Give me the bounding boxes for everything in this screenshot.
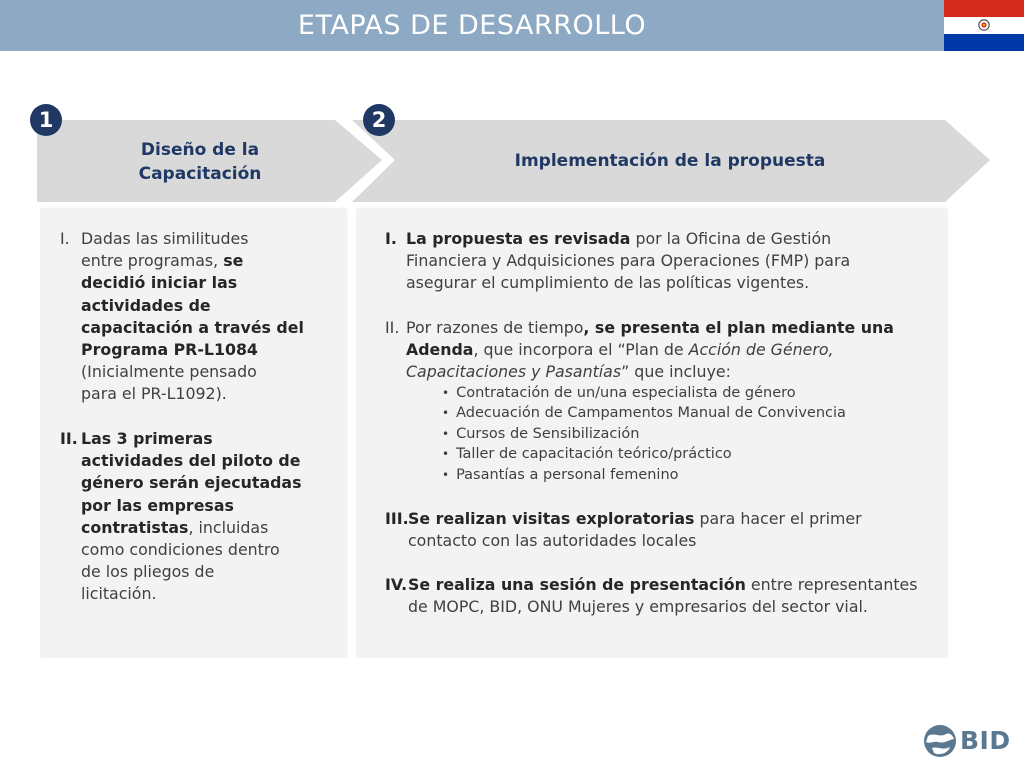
step-2-label: Implementación de la propuesta (514, 151, 826, 171)
step-1-label: Diseño de la Capacitación (138, 140, 262, 184)
paraguay-flag-icon (944, 0, 1024, 51)
list-item: • Contratación de un/una especialista de género (442, 383, 942, 403)
step-2-badge: 2 (363, 104, 395, 136)
step-1-badge: 1 (30, 104, 62, 136)
list-item: • Taller de capacitación teórico/práctico (442, 444, 942, 464)
title-bar (0, 0, 944, 51)
list-item: • Adecuación de Campamentos Manual de Convivencia (442, 403, 942, 423)
list-item: • Cursos de Sensibilización (442, 424, 942, 444)
bullet-list (442, 383, 942, 485)
bid-logo-text: BID (960, 726, 1011, 755)
page-title: ETAPAS DE DESARROLLO (297, 10, 647, 41)
list-item: • Pasantías a personal femenino (442, 465, 942, 485)
